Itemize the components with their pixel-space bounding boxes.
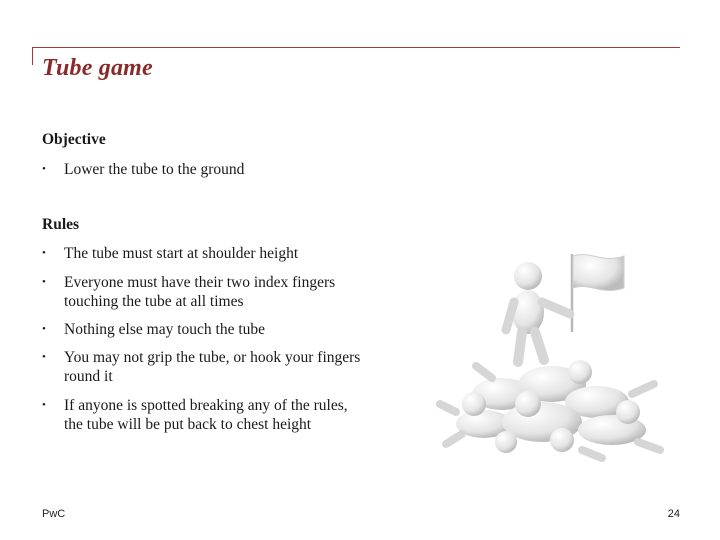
standing-figure	[506, 262, 570, 362]
bullet-icon: •	[42, 399, 46, 411]
rule-item-text: Everyone must have their two index fingers touching the tube at all times	[64, 274, 336, 310]
bullet-icon: •	[42, 323, 46, 335]
objective-heading: Objective	[42, 131, 106, 148]
header-rule-corner	[32, 47, 33, 65]
bullet-icon: •	[42, 247, 46, 259]
objective-item	[42, 160, 362, 179]
footer-brand: PwC	[42, 508, 66, 520]
flag-icon	[573, 254, 624, 290]
slide-title: Tube game	[42, 55, 153, 81]
page-number: 24	[667, 508, 680, 520]
rule-item-text: You may not grip the tube, or hook your fingers round it	[64, 349, 361, 385]
objective-item-text: Lower the tube to the ground	[64, 161, 245, 178]
figure-pile	[440, 360, 660, 458]
rule-item-text: If anyone is spotted breaking any of the rules, the tube will be put back to chest height	[64, 397, 348, 433]
rule-item	[42, 348, 362, 386]
bullet-icon: •	[42, 163, 46, 175]
rule-item-text: The tube must start at shoulder height	[64, 245, 299, 262]
bullet-icon: •	[42, 276, 46, 288]
header-rule	[32, 47, 680, 48]
bullet-icon: •	[42, 351, 46, 363]
rule-item	[42, 273, 362, 311]
teamwork-figure-illustration	[432, 244, 672, 464]
rule-item	[42, 396, 362, 434]
rule-item-text: Nothing else may touch the tube	[64, 321, 266, 338]
rule-item	[42, 244, 362, 263]
rules-heading: Rules	[42, 216, 80, 233]
rule-item	[42, 320, 362, 339]
